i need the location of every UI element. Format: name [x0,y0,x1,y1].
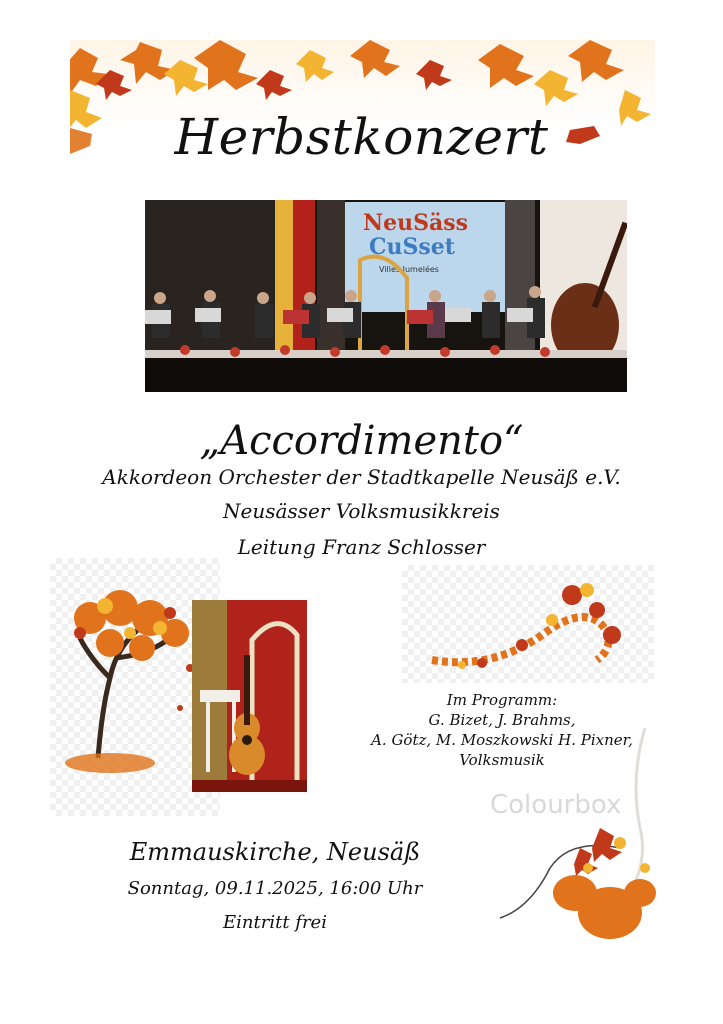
conductor-line: Leitung Franz Schlosser [237,535,486,559]
admission-text: Eintritt frei [223,912,327,933]
harp-guitar-photo [192,600,307,792]
watermark-text: Colourbox [490,790,622,820]
pumpkin-decoration-image [470,718,660,948]
program-heading: Im Programm: [446,691,558,709]
stage-banner-line2: CuSset [369,234,455,260]
ensemble-name: „Accordimento“ [199,418,524,464]
orchestra-line: Akkordeon Orchester der Stadtkapelle Neusäß e.V. [102,465,621,489]
program-line: Volksmusik [459,751,545,769]
program-line: A. Götz, M. Moszkowski H. Pixner, [371,731,633,749]
stage-banner-line1: NeuSäss [363,210,469,236]
poster-title: Herbstkonzert [174,108,549,166]
pumpkins-illustration [470,718,660,948]
instruments-illustration [192,600,307,792]
program-line: G. Bizet, J. Brahms, [428,711,576,729]
stage-photo [145,200,627,392]
leaf-swirl-image [402,565,654,683]
venue-text: Emmauskirche, Neusäß [129,838,421,866]
date-time-text: Sonntag, 09.11.2025, 16:00 Uhr [127,878,423,899]
orchestra-stage-illustration [145,200,627,392]
stage-banner-line3: Villes Jumelées [379,265,439,274]
swirl-illustration [402,565,654,683]
volksmusik-line: Neusässer Volksmusikkreis [223,499,500,523]
